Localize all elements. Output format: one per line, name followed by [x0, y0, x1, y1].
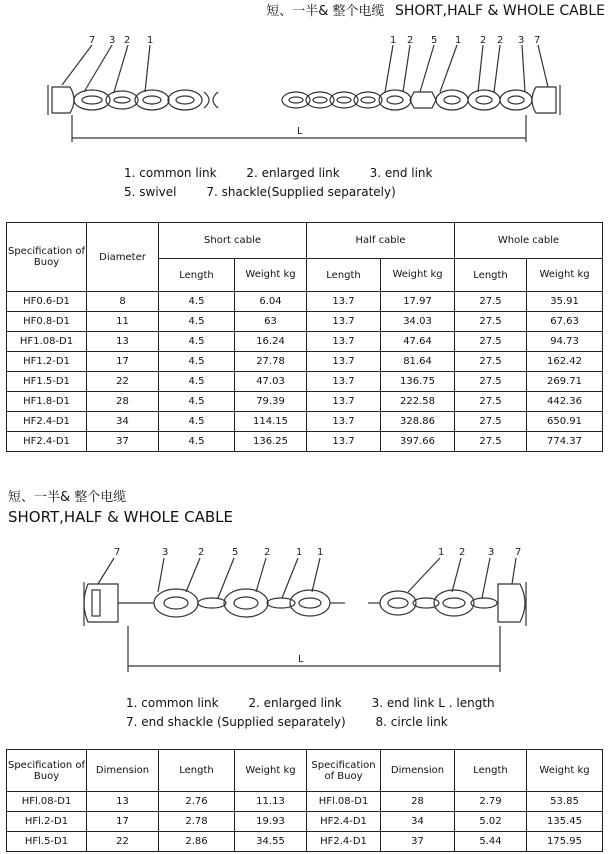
table-cell: HF1.5-D1	[7, 372, 87, 392]
table-cell: 28	[87, 392, 159, 412]
table-cell: 34	[381, 812, 455, 832]
table-cell: 27.5	[455, 412, 527, 432]
table-cell: 17	[87, 812, 159, 832]
table-cell: 4.5	[159, 312, 235, 332]
table-cell: 6.04	[235, 292, 307, 312]
table-cell: 328.86	[381, 412, 455, 432]
table-cell: 13	[87, 332, 159, 352]
table-cell: 5.44	[455, 832, 527, 852]
legend-1-line-1	[124, 166, 432, 180]
table-cell: 28	[381, 792, 455, 812]
table-row	[7, 812, 603, 832]
table-cell: HF1.8-D1	[7, 392, 87, 412]
table-cell: 13.7	[307, 372, 381, 392]
diagram2-label: 1	[317, 547, 324, 558]
table-cell: 81.64	[381, 352, 455, 372]
legend-item: 1. common link	[124, 166, 217, 180]
table-cell: 47.03	[235, 372, 307, 392]
legend-item: 3. end link L . length	[371, 696, 495, 710]
table-2	[6, 749, 603, 852]
header-spec: Specification of Buoy	[7, 223, 87, 292]
table-cell: 774.37	[527, 432, 603, 452]
header-short-cable: Short cable	[159, 223, 307, 259]
legend-item: 2. enlarged link	[246, 166, 340, 180]
header-length: Length	[159, 750, 235, 792]
table-row	[7, 412, 603, 432]
table-cell: 27.5	[455, 292, 527, 312]
diagram2-label: 2	[459, 547, 466, 558]
table-cell: 11	[87, 312, 159, 332]
table-cell: 13.7	[307, 432, 381, 452]
table-cell: 37	[381, 832, 455, 852]
table-cell: 2.79	[455, 792, 527, 812]
header-weight: Weight kg	[527, 750, 603, 792]
section1-title-en: SHORT,HALF & WHOLE CABLE	[394, 3, 605, 19]
table-cell: HF2.4-D1	[7, 432, 87, 452]
diagram1-label: 2	[480, 35, 487, 46]
header-length: Length	[455, 259, 527, 292]
header-length: Length	[455, 750, 527, 792]
diagram1-label: 5	[431, 35, 438, 46]
table-cell: 17.97	[381, 292, 455, 312]
legend-item: 1. common link	[126, 696, 219, 710]
table-cell: HFl.2-D1	[7, 812, 87, 832]
table-cell: 650.91	[527, 412, 603, 432]
legend-item: 7. shackle(Supplied separately)	[206, 185, 396, 199]
table-cell: 4.5	[159, 412, 235, 432]
table-cell: 13.7	[307, 312, 381, 332]
diagram1-label: 1	[455, 35, 462, 46]
table-row	[7, 792, 603, 812]
diagram2-length-label: L	[298, 654, 304, 665]
chain-diagram-1	[0, 30, 611, 155]
chain-diagram-2	[0, 542, 611, 682]
diagram2-label: 5	[232, 547, 239, 558]
table-cell: 27.5	[455, 352, 527, 372]
table-cell: 222.58	[381, 392, 455, 412]
table-cell: 13.7	[307, 352, 381, 372]
diagram1-label: 2	[407, 35, 414, 46]
table-cell: 442.36	[527, 392, 603, 412]
table-cell: 19.93	[235, 812, 307, 832]
legend-item: 3. end link	[369, 166, 433, 180]
table-cell: HF2.4-D1	[307, 812, 381, 832]
table-row	[7, 352, 603, 372]
header-diameter: Diameter	[87, 223, 159, 292]
table-cell: 17	[87, 352, 159, 372]
diagram2-label: 2	[264, 547, 271, 558]
legend-item: 8. circle link	[375, 715, 448, 729]
header-spec: Specification of Buoy	[307, 750, 381, 792]
diagram1-label: 3	[109, 35, 116, 46]
table-cell: 175.95	[527, 832, 603, 852]
diagram1-label: 2	[124, 35, 131, 46]
table-cell: 4.5	[159, 392, 235, 412]
table-cell: 135.45	[527, 812, 603, 832]
table-1	[6, 222, 603, 452]
table-cell: 13.7	[307, 332, 381, 352]
section2-title-en: SHORT,HALF & WHOLE CABLE	[8, 508, 234, 526]
table-cell: 27.5	[455, 392, 527, 412]
header-dimension: Dimension	[87, 750, 159, 792]
table-cell: 34	[87, 412, 159, 432]
header-weight: Weight kg	[527, 259, 603, 292]
diagram1-label: 1	[390, 35, 397, 46]
header-spec: Specification of Buoy	[7, 750, 87, 792]
diagram1-length-label: L	[297, 126, 303, 137]
table-cell: 8	[87, 292, 159, 312]
table-row	[7, 392, 603, 412]
header-whole-cable: Whole cable	[455, 223, 603, 259]
table-cell: HF0.6-D1	[7, 292, 87, 312]
table-cell: 397.66	[381, 432, 455, 452]
table-cell: 4.5	[159, 292, 235, 312]
table-cell: 269.71	[527, 372, 603, 392]
table-cell: 35.91	[527, 292, 603, 312]
table-cell: HFl.5-D1	[7, 832, 87, 852]
table-cell: 16.24	[235, 332, 307, 352]
legend-item: 2. enlarged link	[248, 696, 342, 710]
table-cell: 136.25	[235, 432, 307, 452]
diagram2-label: 1	[296, 547, 303, 558]
table-cell: 13	[87, 792, 159, 812]
table-cell: 37	[87, 432, 159, 452]
table-cell: HFl.08-D1	[7, 792, 87, 812]
diagram1-label: 2	[497, 35, 504, 46]
table-cell: 4.5	[159, 372, 235, 392]
diagram2-label: 3	[488, 547, 495, 558]
table-cell: 94.73	[527, 332, 603, 352]
table-cell: 13.7	[307, 292, 381, 312]
table-cell: 13.7	[307, 392, 381, 412]
header-dimension: Dimension	[381, 750, 455, 792]
legend-2-line-1	[126, 696, 495, 710]
table-cell: 4.5	[159, 432, 235, 452]
table-cell: 4.5	[159, 352, 235, 372]
diagram2-label: 1	[438, 547, 445, 558]
table-cell: 63	[235, 312, 307, 332]
table-row	[7, 292, 603, 312]
diagram2-label: 3	[162, 547, 169, 558]
header-length: Length	[159, 259, 235, 292]
table-cell: 22	[87, 372, 159, 392]
table-row	[7, 432, 603, 452]
table-2-body	[7, 792, 603, 852]
legend-2-line-2	[126, 715, 448, 729]
table-cell: 47.64	[381, 332, 455, 352]
table-cell: HF2.4-D1	[307, 832, 381, 852]
table-row	[7, 312, 603, 332]
table-cell: 27.5	[455, 372, 527, 392]
table-cell: HF1.08-D1	[7, 332, 87, 352]
table-cell: HF2.4-D1	[7, 412, 87, 432]
diagram1-label: 3	[518, 35, 525, 46]
table-cell: 67.63	[527, 312, 603, 332]
section1-title	[0, 0, 605, 19]
header-half-cable: Half cable	[307, 223, 455, 259]
table-row	[7, 832, 603, 852]
table-row	[7, 332, 603, 352]
table-cell: 27.78	[235, 352, 307, 372]
header-weight: Weight kg	[235, 750, 307, 792]
header-length: Length	[307, 259, 381, 292]
table-cell: 34.03	[381, 312, 455, 332]
table-cell: 2.76	[159, 792, 235, 812]
table-cell: 27.5	[455, 432, 527, 452]
table-cell: HF1.2-D1	[7, 352, 87, 372]
legend-item: 7. end shackle (Supplied separately)	[126, 715, 346, 729]
table-cell: 13.7	[307, 412, 381, 432]
table-cell: 79.39	[235, 392, 307, 412]
table-cell: 27.5	[455, 312, 527, 332]
table-cell: 53.85	[527, 792, 603, 812]
diagram1-label: 7	[534, 35, 541, 46]
diagram2-label: 7	[515, 547, 522, 558]
table-cell: 4.5	[159, 332, 235, 352]
table-cell: 114.15	[235, 412, 307, 432]
header-weight: Weight kg	[381, 259, 455, 292]
table-cell: 2.78	[159, 812, 235, 832]
diagram2-label: 2	[198, 547, 205, 558]
diagram1-label: 1	[147, 35, 154, 46]
legend-1-line-2	[124, 185, 396, 199]
table-cell: HF0.8-D1	[7, 312, 87, 332]
section1-title-cn: 短、一半& 整个电缆	[266, 4, 385, 19]
table-cell: 34.55	[235, 832, 307, 852]
table-cell: 27.5	[455, 332, 527, 352]
table-cell: 2.86	[159, 832, 235, 852]
diagram1-label: 7	[89, 35, 96, 46]
section2-title-cn: 短、一半& 整个电缆	[8, 490, 127, 505]
table-cell: 136.75	[381, 372, 455, 392]
table-1-body	[7, 292, 603, 452]
table-cell: 11.13	[235, 792, 307, 812]
table-cell: 5.02	[455, 812, 527, 832]
header-weight: Weight kg	[235, 259, 307, 292]
diagram2-label: 7	[114, 547, 121, 558]
table-cell: HFl.08-D1	[307, 792, 381, 812]
table-row	[7, 372, 603, 392]
legend-item: 5. swivel	[124, 185, 177, 199]
table-cell: 162.42	[527, 352, 603, 372]
table-cell: 22	[87, 832, 159, 852]
